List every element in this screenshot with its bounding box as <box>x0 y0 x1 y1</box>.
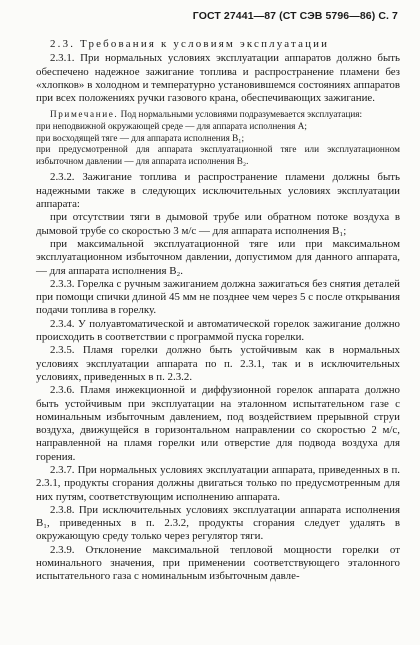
paragraph-2-3-6: 2.3.6. Пламя инжекционной и диффузионной горелок аппарата должно быть устойчивым при эксплуатации на эталонном испытательном газе с номинальным избыточным давлением, под воздействием прерывной струи воздуха, движущейся в горизонтальном направлении со скоростью 2 м/с, направленной на пламя горелки или отверстие для подвода воздуха для горения. <box>36 384 400 463</box>
paragraph-2-3-2-a: при отсутствии тяги в дымовой трубе или обратном потоке воздуха в дымовой трубе со скоростью 3 м/с — для аппарата исполнения В₁; <box>36 211 400 237</box>
page-header: ГОСТ 27441—87 (СТ СЭВ 5796—86) С. 7 <box>192 10 398 22</box>
note-item: при неподвижной окружающей среде — для аппарата исполнения А; <box>36 121 307 132</box>
paragraph-2-3-7: 2.3.7. При нормальных условиях эксплуатации аппарата, приведенных в п. 2.3.1, продукты сгорания должны двигаться только по предусмотренным для них путям, соответствующим исполнению аппарата. <box>36 463 400 503</box>
paragraph-2-3-3: 2.3.3. Горелка с ручным зажиганием должна зажигаться без снятия деталей при помощи спички длиной 45 мм не позднее чем через 5 с после открывания подачи топлива в горелку. <box>36 277 400 317</box>
note-text: Под нормальными условиями подразумевается эксплуатация: <box>118 109 363 120</box>
note <box>36 109 400 121</box>
paragraph-2-3-2: 2.3.2. Зажигание топлива и распространение пламени должны быть надежными также в следующих исключительных условиях эксплуатации аппарата: <box>36 171 400 211</box>
paragraph-2-3-1: 2.3.1. При нормальных условиях эксплуатации аппаратов должно быть обеспечено надежное зажигание топлива и распространение пламени без «хлопков» в холодном и температурно установившемся состояниях аппаратов при всех положениях ручки газового крана, обеспечивающих зажигание. <box>36 52 400 105</box>
paragraph-2-3-8: 2.3.8. При исключительных условиях эксплуатации аппарата исполнения В₁, приведенных в п. 2.3.2, продукты сгорания следует удалять в окружающую среду только через регулятор тяги. <box>36 503 400 543</box>
document-body <box>36 38 400 584</box>
note-item: при восходящей тяге — для аппарата исполнения В₁; <box>36 132 245 143</box>
note-title: Примечание. <box>50 109 119 120</box>
section-heading: 2.3. Требования к условиям эксплуатации <box>50 38 330 50</box>
note-item: при предусмотренной для аппарата эксплуатационной тяге или эксплуатационном избыточном давлении — для аппарата исполнения В₂. <box>36 144 400 166</box>
paragraph-2-3-9: 2.3.9. Отклонение максимальной тепловой мощности горелки от номинального значения, при применении соответствующего эталонного испытательного газа с номинальным избыточным давле- <box>36 543 400 583</box>
paragraph-2-3-5: 2.3.5. Пламя горелки должно быть устойчивым как в нормальных условиях эксплуатации аппарата по п. 2.3.1, так и в исключительных условиях, приведенных в п. 2.3.2. <box>36 344 400 383</box>
paragraph-2-3-4: 2.3.4. У полуавтоматической и автоматической горелок зажигание должно происходить в соответствии с программой пуска горелки. <box>36 317 400 344</box>
paragraph-2-3-2-b: при максимальной эксплуатационной тяге или при максимальном эксплуатационном избыточном давлении, допустимом для данного аппарата, — для аппарата исполнения В₂. <box>36 237 400 277</box>
